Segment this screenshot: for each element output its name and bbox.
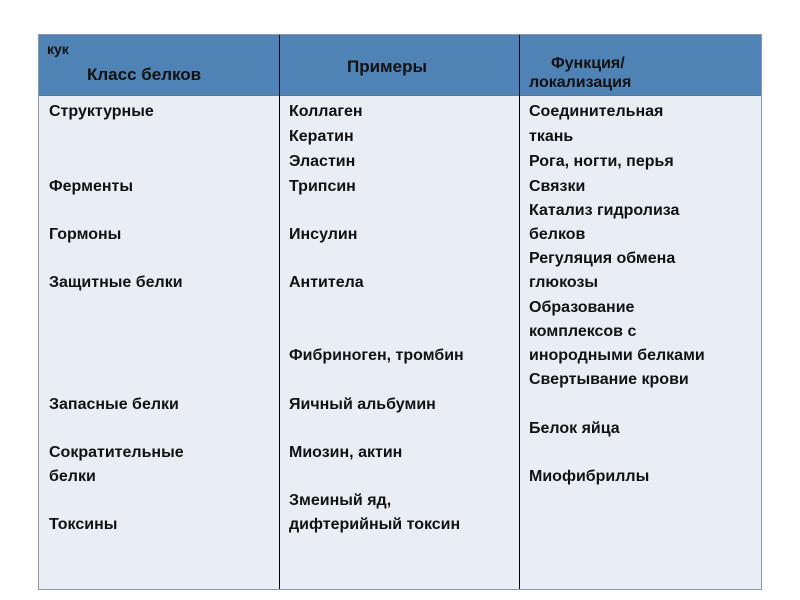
example-toxin-line1: Змеиный яд,	[289, 492, 392, 509]
class-storage: Запасные белки	[49, 396, 179, 413]
header-function-label-line2: локализация	[529, 74, 632, 91]
function-connective-line1: Соединительная	[529, 103, 664, 120]
class-contractile-line2: белки	[49, 468, 96, 485]
class-hormones: Гормоны	[49, 226, 122, 243]
example-keratin: Кератин	[289, 128, 354, 145]
header-corner-label: кук	[47, 41, 69, 57]
class-protective: Защитные белки	[49, 274, 183, 291]
class-column	[49, 35, 275, 589]
function-glucose-line2: глюкозы	[529, 274, 599, 291]
header-class-label: Класс белков	[87, 65, 202, 84]
column-divider-2	[519, 35, 520, 589]
protein-classes-table	[38, 34, 762, 590]
example-toxin-line2: дифтерийный токсин	[289, 516, 461, 533]
header-examples-label: Примеры	[347, 57, 427, 76]
example-myosin: Миозин, актин	[289, 444, 403, 461]
example-albumin: Яичный альбумин	[289, 396, 436, 413]
example-insulin: Инсулин	[289, 226, 358, 243]
example-elastin: Эластин	[289, 153, 356, 170]
function-glucose-line1: Регуляция обмена	[529, 250, 676, 267]
function-complexes-line3: инородными белками	[529, 347, 705, 364]
class-structural: Структурные	[49, 103, 154, 120]
function-clotting: Свертывание крови	[529, 371, 689, 388]
class-contractile-line1: Сократительные	[49, 444, 184, 461]
class-toxins: Токсины	[49, 516, 118, 533]
function-ligaments: Связки	[529, 178, 586, 195]
example-antibodies: Антитела	[289, 274, 364, 291]
function-myofibrils: Миофибриллы	[529, 468, 650, 485]
column-divider-1	[279, 35, 280, 589]
function-catalysis-line2: белков	[529, 226, 586, 243]
function-complexes-line1: Образование	[529, 299, 635, 316]
example-fibrinogen: Фибриноген, тромбин	[289, 347, 464, 364]
function-egg-protein: Белок яйца	[529, 420, 620, 437]
class-enzymes: Ферменты	[49, 178, 134, 195]
function-complexes-line2: комплексов с	[529, 323, 637, 340]
examples-column	[289, 35, 515, 589]
example-collagen: Коллаген	[289, 103, 363, 120]
function-column	[529, 35, 759, 589]
example-trypsin: Трипсин	[289, 178, 356, 195]
function-catalysis-line1: Катализ гидролиза	[529, 202, 680, 219]
function-connective-line2: ткань	[529, 128, 574, 145]
function-horns: Рога, ногти, перья	[529, 153, 674, 170]
header-function-label-line1: Функция/	[551, 55, 625, 72]
